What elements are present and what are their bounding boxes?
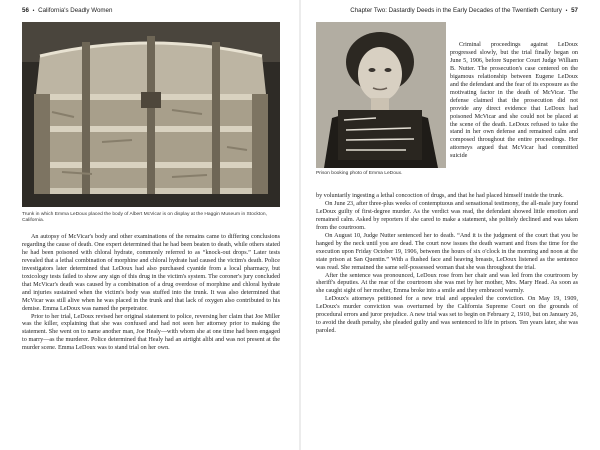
paragraph: Prior to her trial, LeDoux revised her original statement to police, reversing her claim that Joe Miller was the killer, explaining that she was confused and had not seen her attorney prior to making the statement. She went on to name another man, Joe Healy—with whom she at one time had been engaged to marry—as the murderer. Police determined that Healy had an airtight alibi and was not present at the murder scene. Emma LeDoux was to stand trial on her own.	[22, 313, 280, 352]
booking-photo-image	[316, 22, 446, 168]
left-running-head	[22, 7, 112, 14]
right-page	[300, 0, 600, 450]
chapter-title: Chapter Two: Dastardly Deeds in the Early Decades of the Twentieth Century	[350, 7, 562, 14]
right-running-head	[350, 7, 578, 14]
bullet-separator: •	[32, 8, 35, 14]
right-page-number: 57	[571, 7, 578, 14]
paragraph: LeDoux's attorneys petitioned for a new trial and appealed the conviction. On May 19, 1909, LeDoux's murder conviction was overturned by the California Supreme Court on the grounds of procedural errors and juror prejudice. A new trial was set to begin on February 2, 1910, but on January 26, to avoid the death penalty, she pleaded guilty and was sentenced to life in prison. Ten years later, she was paroled.	[316, 296, 578, 335]
paragraph: On August 10, Judge Nutter sentenced her to death. “And it is the judgment of the court that you be hanged by the neck until you are dead. The court now issues the death warrant and fixes the time for the execution upon Friday October 19, 1906, between the hours of six o'clock in the morning and noon at the state prison at San Quentin.” With a flushed face and heaving breasts, LeDoux listened as the sentence was read. She remained the same self-possessed woman that she was throughout the trial.	[316, 232, 578, 271]
book-title: California's Deadly Women	[38, 7, 113, 14]
paragraph: An autopsy of McVicar's body and other examinations of the remains came to differing conclusions regarding the cause of death. One expert determined that he had been beaten to death, while others stated he had been poisoned with chloral hydrate, commonly referred to as “knock-out drops.” Later tests revealed that a lethal combination of morphine and chloral hydrate had caused the victim's death. Police investigators later determined that LeDoux had also purchased cyanide from a local pharmacy, but toxicology tests failed to show any sign of this drug in the victim's system. The coroner's jury concluded that McVicar's death was caused by a combination of a drug overdose of morphine and chloral hydrate and injuries sustained when the victim's body was stuffed into the trunk. It was also determined that McVicar was still alive when he was placed in the trunk and that lack of oxygen also contributed to his demise. Emma LeDoux was named the perpetrator.	[22, 234, 280, 312]
trunk-photo-caption: Trunk in which Emma LeDoux placed the body of Albert McVicar is on display at the Haggin Museum in Stockton, California.	[22, 212, 267, 224]
bullet-separator: •	[565, 8, 568, 14]
booking-photo	[316, 22, 446, 168]
trunk-image	[22, 22, 280, 207]
booking-photo-caption: Prison booking photo of Emma LeDoux.	[316, 171, 403, 176]
paragraph: On June 23, after three-plus weeks of contemptuous and sensational testimony, the all-male jury found LeDoux guilty of first-degree murder. As the verdict was read, the defendant showed little emotion and remained calm. Asked by reporters if she cared to make a statement, she politely declined and was taken from the courtroom.	[316, 200, 578, 231]
right-body-wrap-text	[450, 42, 578, 161]
paragraph: Criminal proceedings against LeDoux progressed slowly, but the trial finally began on June 5, 1906, before Superior Court Judge William B. Nutter. The prosecution's case centered on the bigamous relationship between Eugene LeDoux and the defendant and the fear of its exposure as the motivating factor in the death of McVicar. The defense claimed that the prosecution did not provide any direct evidence that LeDoux had poisoned McVicar and she could not be placed at the scene of the death. LeDoux refused to take the stand in her own defense and remained calm and composed throughout the entire proceedings. Her attorneys argued that McVicar had committed suicide	[450, 42, 578, 160]
paragraph: After the sentence was pronounced, LeDoux rose from her chair and was led from the courtroom by sheriff's deputies. At the rear of the courtroom she was met by her mother, Mrs. Mary Head. As soon as she caught sight of her mother, Emma broke into a smile and they embraced warmly.	[316, 272, 578, 295]
left-body-text	[22, 234, 280, 353]
left-page-number: 56	[22, 7, 29, 14]
trunk-photo	[22, 22, 280, 207]
paragraph-continuation: by voluntarily ingesting a lethal concoction of drugs, and that he had placed himself inside the trunk.	[316, 193, 564, 199]
right-body-text	[316, 193, 578, 336]
